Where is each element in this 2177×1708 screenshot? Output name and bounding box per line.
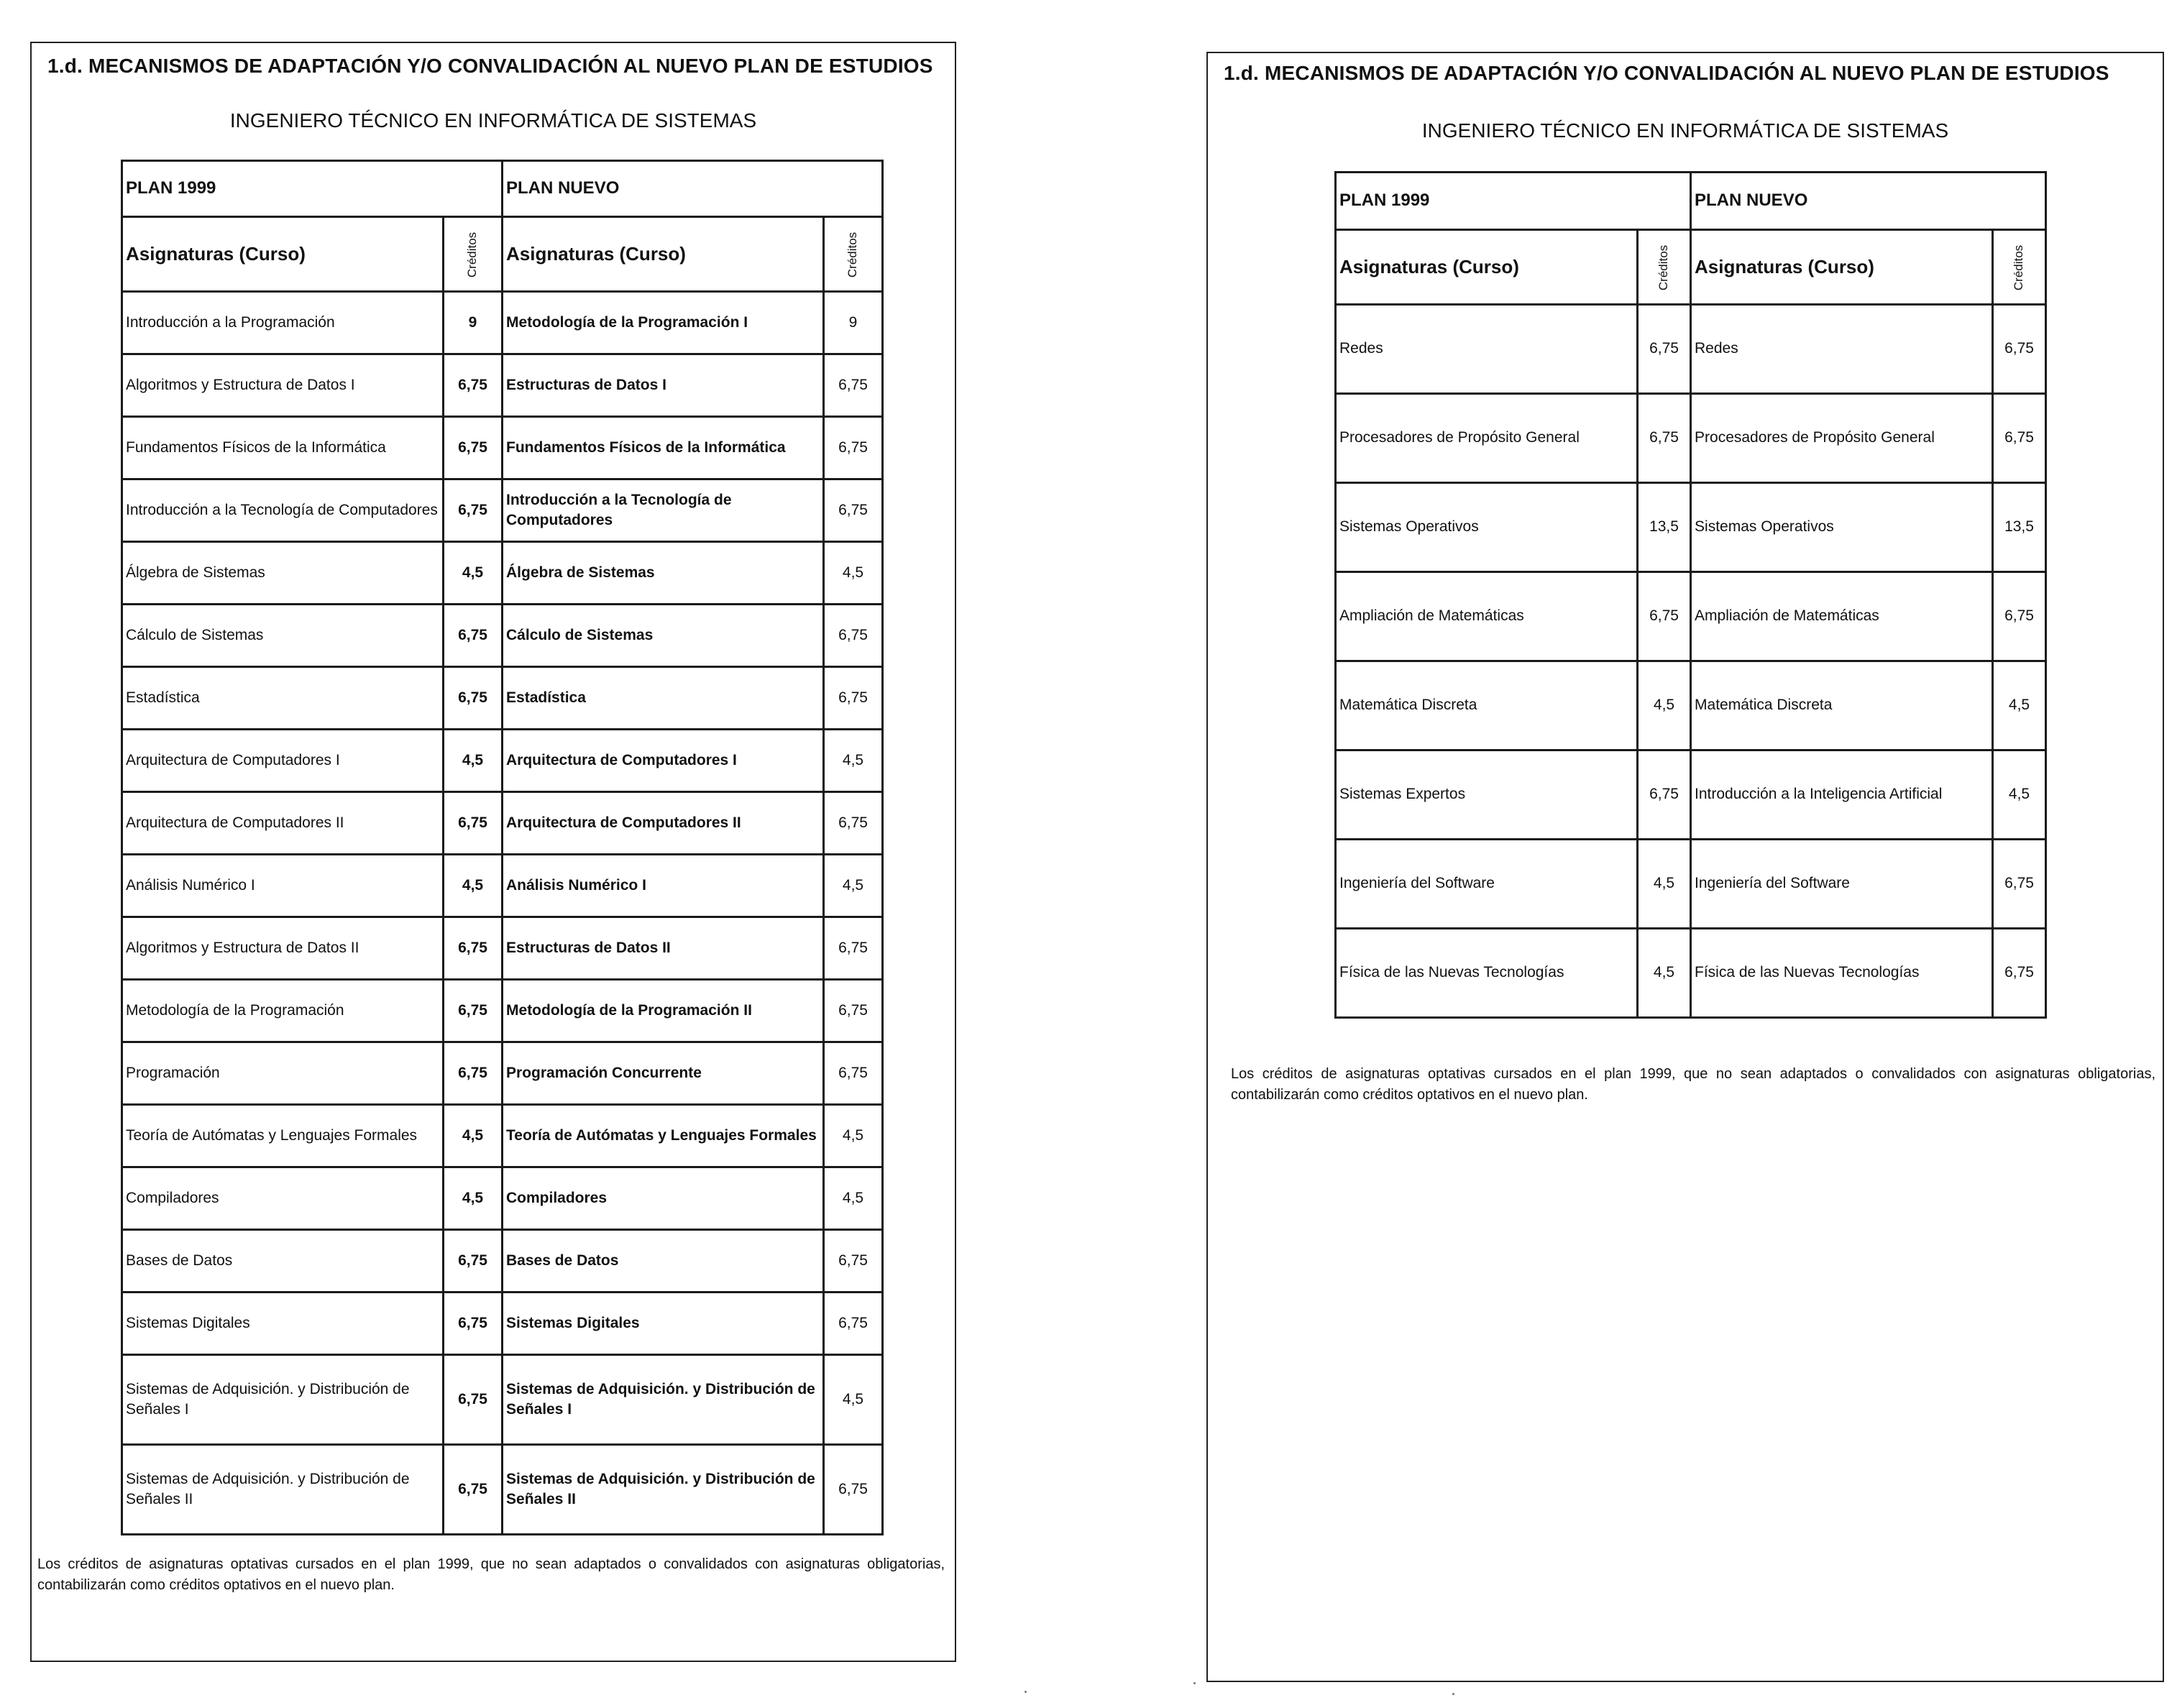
old-credits-cell: 4,5 (444, 542, 503, 605)
right-page-panel (1206, 52, 2164, 1682)
old-credits-cell: 6,75 (1638, 750, 1691, 840)
footnote: Los créditos de asignaturas optativas cursados en el plan 1999, que no sean adaptados o convalidados con asignaturas obligatorias, contabilizarán como créditos optativos en el nuevo plan. (37, 1556, 945, 1593)
table-row (122, 292, 883, 354)
new-subject-cell: Ingeniería del Software (1691, 840, 1993, 929)
new-subject-cell: Sistemas de Adquisición. y Distribución de Señales II (503, 1445, 824, 1535)
old-subject-cell: Bases de Datos (122, 1230, 444, 1293)
table-row (122, 479, 883, 542)
new-subject-cell: Arquitectura de Computadores I (503, 730, 824, 792)
new-subject-cell: Cálculo de Sistemas (503, 605, 824, 667)
new-credits-cell: 4,5 (824, 1167, 883, 1230)
old-subject-cell: Ampliación de Matemáticas (1336, 572, 1638, 661)
old-subject-cell: Análisis Numérico I (122, 855, 444, 917)
old-subject-cell: Física de las Nuevas Tecnologías (1336, 929, 1638, 1018)
old-subject-cell: Sistemas Expertos (1336, 750, 1638, 840)
old-credits-cell: 6,75 (444, 354, 503, 417)
credits-column-header: Créditos (444, 217, 503, 292)
subject-column-header: Asignaturas (Curso) (503, 217, 824, 292)
new-subject-cell: Introducción a la Inteligencia Artificial (1691, 750, 1993, 840)
old-credits-cell: 6,75 (444, 667, 503, 730)
old-subject-cell: Sistemas Operativos (1336, 483, 1638, 572)
old-subject-cell: Teoría de Autómatas y Lenguajes Formales (122, 1105, 444, 1167)
old-subject-cell: Introducción a la Programación (122, 292, 444, 354)
table-row (122, 1167, 883, 1230)
new-subject-cell: Sistemas Digitales (503, 1293, 824, 1355)
old-credits-cell: 6,75 (444, 917, 503, 980)
old-credits-cell: 4,5 (1638, 840, 1691, 929)
new-credits-cell: 4,5 (1993, 750, 2046, 840)
table-row (122, 1445, 883, 1535)
table-row (122, 605, 883, 667)
old-credits-cell: 4,5 (1638, 929, 1691, 1018)
credits-column-header: Créditos (824, 217, 883, 292)
new-credits-cell: 6,75 (824, 1042, 883, 1105)
old-subject-cell: Metodología de la Programación (122, 980, 444, 1042)
new-credits-cell: 6,75 (824, 980, 883, 1042)
old-subject-cell: Programación (122, 1042, 444, 1105)
new-subject-cell: Procesadores de Propósito General (1691, 394, 1993, 483)
new-credits-cell: 13,5 (1993, 483, 2046, 572)
new-subject-cell: Estructuras de Datos II (503, 917, 824, 980)
new-subject-cell: Compiladores (503, 1167, 824, 1230)
new-subject-cell: Ampliación de Matemáticas (1691, 572, 1993, 661)
old-credits-cell: 4,5 (444, 730, 503, 792)
old-subject-cell: Procesadores de Propósito General (1336, 394, 1638, 483)
degree-subheading: INGENIERO TÉCNICO EN INFORMÁTICA DE SISTEMAS (1421, 119, 1949, 142)
new-credits-cell: 4,5 (1993, 661, 2046, 750)
table-row (1336, 840, 2046, 929)
old-subject-cell: Sistemas de Adquisición. y Distribución de Señales I (122, 1355, 444, 1445)
degree-subheading: INGENIERO TÉCNICO EN INFORMÁTICA DE SISTEMAS (229, 109, 757, 132)
new-credits-cell: 6,75 (824, 1230, 883, 1293)
table-row (1336, 483, 2046, 572)
new-subject-cell: Sistemas de Adquisición. y Distribución de Señales I (503, 1355, 824, 1445)
new-subject-cell: Matemática Discreta (1691, 661, 1993, 750)
table-row (122, 730, 883, 792)
plan-new-header: PLAN NUEVO (503, 161, 883, 217)
new-subject-cell: Análisis Numérico I (503, 855, 824, 917)
new-credits-cell: 6,75 (824, 1445, 883, 1535)
new-credits-cell: 4,5 (824, 855, 883, 917)
old-credits-cell: 6,75 (444, 1293, 503, 1355)
old-subject-cell: Sistemas de Adquisición. y Distribución de Señales II (122, 1445, 444, 1535)
subject-column-header: Asignaturas (Curso) (122, 217, 444, 292)
table-row (122, 792, 883, 855)
table-row (122, 1293, 883, 1355)
new-credits-cell: 6,75 (1993, 840, 2046, 929)
new-credits-cell: 6,75 (824, 1293, 883, 1355)
new-subject-cell: Bases de Datos (503, 1230, 824, 1293)
new-credits-cell: 4,5 (824, 542, 883, 605)
scan-speck (1193, 1682, 1196, 1684)
new-credits-cell: 4,5 (824, 1105, 883, 1167)
old-credits-cell: 6,75 (444, 1042, 503, 1105)
old-subject-cell: Algoritmos y Estructura de Datos II (122, 917, 444, 980)
old-credits-cell: 6,75 (444, 792, 503, 855)
new-credits-cell: 6,75 (824, 479, 883, 542)
credits-column-header: Créditos (1993, 230, 2046, 305)
old-credits-cell: 6,75 (1638, 394, 1691, 483)
old-credits-cell: 6,75 (444, 1355, 503, 1445)
new-subject-cell: Álgebra de Sistemas (503, 542, 824, 605)
subject-column-header: Asignaturas (Curso) (1336, 230, 1638, 305)
old-subject-cell: Estadística (122, 667, 444, 730)
new-credits-cell: 6,75 (824, 667, 883, 730)
section-heading: 1.d. MECANISMOS DE ADAPTACIÓN Y/O CONVALIDACIÓN AL NUEVO PLAN DE ESTUDIOS (47, 55, 933, 77)
old-credits-cell: 6,75 (1638, 305, 1691, 394)
old-subject-cell: Introducción a la Tecnología de Computadores (122, 479, 444, 542)
table-row (1336, 305, 2046, 394)
plan-old-header: PLAN 1999 (122, 161, 503, 217)
old-subject-cell: Arquitectura de Computadores I (122, 730, 444, 792)
adaptation-table-left (121, 160, 884, 1535)
old-credits-cell: 4,5 (444, 855, 503, 917)
subject-column-header: Asignaturas (Curso) (1691, 230, 1993, 305)
new-subject-cell: Introducción a la Tecnología de Computadores (503, 479, 824, 542)
new-subject-cell: Teoría de Autómatas y Lenguajes Formales (503, 1105, 824, 1167)
table-row (1336, 394, 2046, 483)
new-subject-cell: Física de las Nuevas Tecnologías (1691, 929, 1993, 1018)
old-subject-cell: Álgebra de Sistemas (122, 542, 444, 605)
plan-new-header: PLAN NUEVO (1691, 173, 2046, 230)
table-row (122, 1042, 883, 1105)
table-row (122, 1105, 883, 1167)
new-credits-cell: 9 (824, 292, 883, 354)
new-subject-cell: Fundamentos Físicos de la Informática (503, 417, 824, 479)
new-credits-cell: 6,75 (1993, 572, 2046, 661)
old-credits-cell: 9 (444, 292, 503, 354)
footnote: Los créditos de asignaturas optativas cursados en el plan 1999, que no sean adaptados o convalidados con asignaturas obligatorias, contabilizarán como créditos optativos en el nuevo plan. (1231, 1066, 2155, 1103)
table-row (122, 980, 883, 1042)
old-credits-cell: 6,75 (444, 417, 503, 479)
old-subject-cell: Compiladores (122, 1167, 444, 1230)
old-credits-cell: 13,5 (1638, 483, 1691, 572)
new-credits-cell: 4,5 (824, 1355, 883, 1445)
table-row (122, 354, 883, 417)
credits-column-header: Créditos (1638, 230, 1691, 305)
old-credits-cell: 6,75 (444, 1445, 503, 1535)
section-heading: 1.d. MECANISMOS DE ADAPTACIÓN Y/O CONVALIDACIÓN AL NUEVO PLAN DE ESTUDIOS (1224, 62, 2109, 84)
new-subject-cell: Estructuras de Datos I (503, 354, 824, 417)
table-row (122, 1230, 883, 1293)
new-credits-cell: 6,75 (824, 417, 883, 479)
new-subject-cell: Sistemas Operativos (1691, 483, 1993, 572)
adaptation-table-right (1334, 171, 2047, 1019)
table-row (122, 1355, 883, 1445)
old-subject-cell: Ingeniería del Software (1336, 840, 1638, 929)
plan-old-header: PLAN 1999 (1336, 173, 1691, 230)
old-credits-cell: 4,5 (444, 1167, 503, 1230)
old-subject-cell: Sistemas Digitales (122, 1293, 444, 1355)
table-row (1336, 929, 2046, 1018)
new-subject-cell: Metodología de la Programación I (503, 292, 824, 354)
old-credits-cell: 6,75 (444, 980, 503, 1042)
old-subject-cell: Cálculo de Sistemas (122, 605, 444, 667)
scan-speck (1025, 1691, 1027, 1693)
old-subject-cell: Algoritmos y Estructura de Datos I (122, 354, 444, 417)
new-credits-cell: 6,75 (824, 605, 883, 667)
old-credits-cell: 4,5 (444, 1105, 503, 1167)
old-credits-cell: 6,75 (444, 479, 503, 542)
new-credits-cell: 6,75 (824, 917, 883, 980)
new-subject-cell: Programación Concurrente (503, 1042, 824, 1105)
table-row (122, 667, 883, 730)
old-subject-cell: Matemática Discreta (1336, 661, 1638, 750)
old-credits-cell: 6,75 (444, 1230, 503, 1293)
new-subject-cell: Arquitectura de Computadores II (503, 792, 824, 855)
new-credits-cell: 6,75 (1993, 929, 2046, 1018)
old-subject-cell: Arquitectura de Computadores II (122, 792, 444, 855)
new-subject-cell: Metodología de la Programación II (503, 980, 824, 1042)
left-page-panel (30, 42, 956, 1662)
old-credits-cell: 6,75 (1638, 572, 1691, 661)
old-subject-cell: Fundamentos Físicos de la Informática (122, 417, 444, 479)
new-subject-cell: Redes (1691, 305, 1993, 394)
table-row (122, 542, 883, 605)
table-row (122, 855, 883, 917)
table-row (122, 917, 883, 980)
old-credits-cell: 4,5 (1638, 661, 1691, 750)
scan-speck (1452, 1693, 1454, 1695)
table-row (1336, 572, 2046, 661)
new-credits-cell: 6,75 (1993, 394, 2046, 483)
new-credits-cell: 6,75 (1993, 305, 2046, 394)
new-credits-cell: 6,75 (824, 792, 883, 855)
old-credits-cell: 6,75 (444, 605, 503, 667)
table-row (122, 417, 883, 479)
table-row (1336, 661, 2046, 750)
new-credits-cell: 4,5 (824, 730, 883, 792)
new-subject-cell: Estadística (503, 667, 824, 730)
new-credits-cell: 6,75 (824, 354, 883, 417)
table-row (1336, 750, 2046, 840)
old-subject-cell: Redes (1336, 305, 1638, 394)
